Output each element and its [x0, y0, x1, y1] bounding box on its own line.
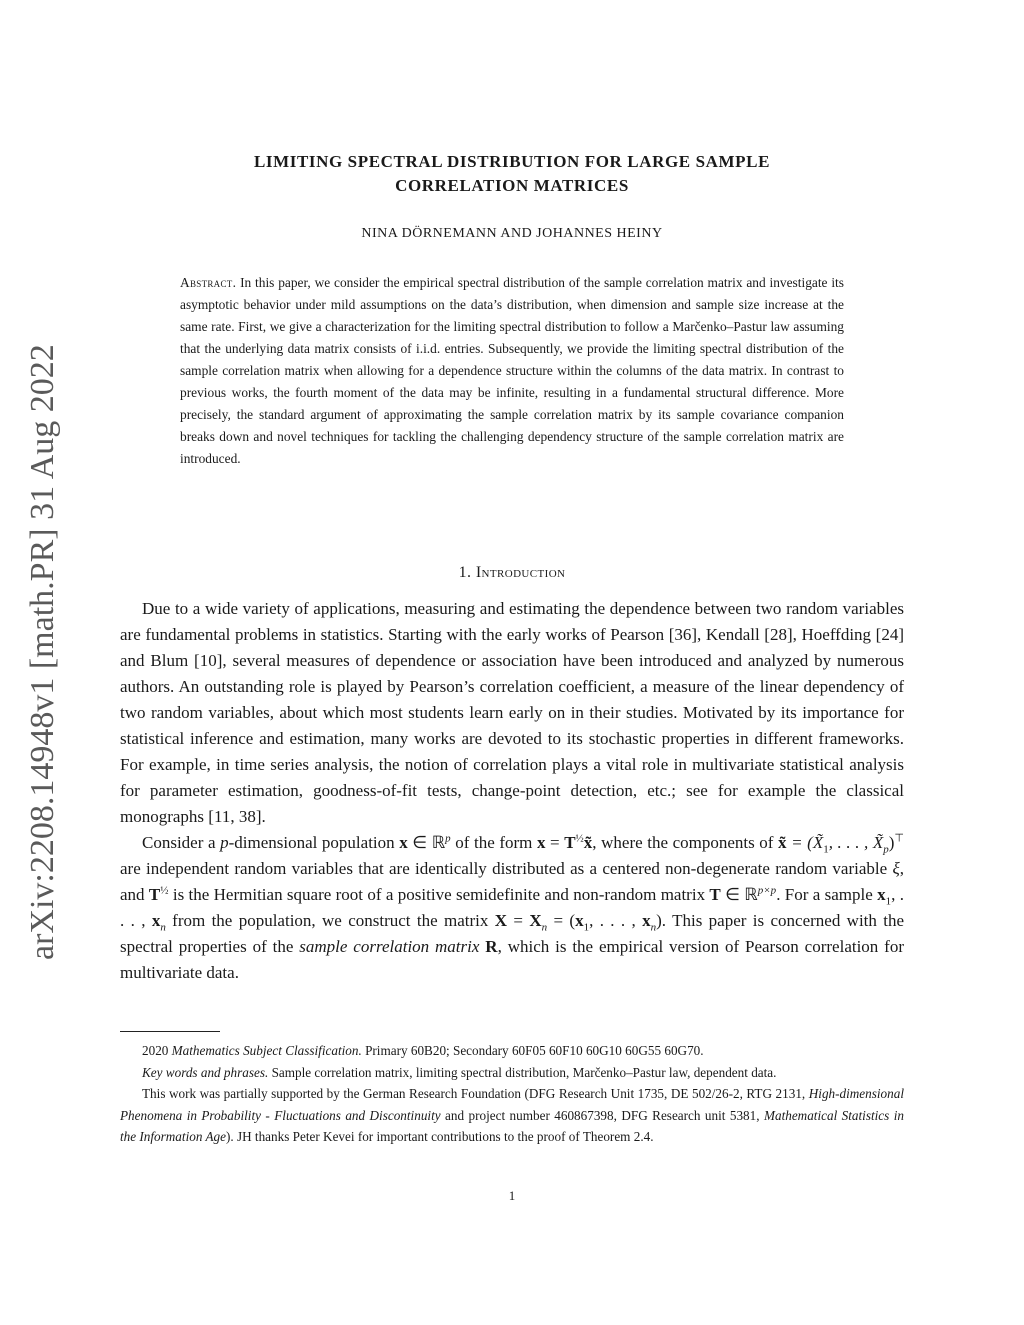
footnotes	[120, 1040, 904, 1148]
footnote-text: and project number 460867398, DFG Research unit 5381,	[440, 1107, 764, 1123]
math-sub: n	[160, 921, 166, 934]
footnote-rule	[120, 1031, 220, 1032]
math-bold: T	[709, 885, 721, 904]
text-run: from the population, we construct the matrix	[165, 911, 495, 930]
text-run: ∈ ℝ	[407, 833, 446, 852]
math-bold: x̃	[583, 833, 593, 852]
math-sub: 1	[885, 895, 892, 908]
math-sub: 1	[583, 921, 590, 934]
math-bold: x	[399, 833, 408, 852]
emphasis: sample correlation matrix	[299, 937, 480, 956]
math-bold: x	[575, 911, 584, 930]
text-run: . For a sample	[776, 885, 878, 904]
math-bold: x	[877, 885, 886, 904]
text-run: ). This paper is concerned with the spectral properties of the	[120, 911, 905, 956]
body-text	[120, 596, 904, 986]
section-number: 1.	[458, 564, 472, 581]
math-sub: n	[541, 921, 548, 934]
text-run: , and	[120, 859, 904, 904]
text-run: Consider a	[142, 833, 221, 852]
footnote-label: Mathematics Subject Classification.	[171, 1043, 362, 1058]
math-bold: x	[151, 911, 161, 930]
section-name: Introduction	[475, 564, 566, 581]
title-line-1: LIMITING SPECTRAL DISTRIBUTION FOR LARGE SAMPLE	[253, 152, 771, 171]
text-run: , which is the empirical version of Pearson correlation for multivariate data.	[120, 937, 905, 982]
text-run: =	[507, 911, 530, 930]
footnote-year: 2020	[142, 1043, 169, 1058]
footnote-text: Primary 60B20; Secondary 60F05 60F10 60G10 60G55 60G70.	[365, 1043, 704, 1058]
text-run: ∈ ℝ	[720, 885, 758, 904]
footnote-text: Sample correlation matrix, limiting spectral distribution, Marčenko–Pastur law, dependent data.	[271, 1064, 777, 1080]
title-line-2: CORRELATION MATRICES	[395, 176, 629, 195]
text-run: = (	[547, 911, 576, 930]
text-run: of the form	[450, 833, 537, 852]
paper-title	[120, 150, 904, 198]
math-bold: T	[564, 833, 576, 852]
footnote-emphasis: Mathematical Statistics in the Information Age	[120, 1107, 904, 1144]
text-run: -dimensional population	[228, 833, 400, 852]
text-run: , . . . ,	[589, 911, 643, 930]
math-sup: ½	[160, 884, 169, 897]
footnote-emphasis: High-dimensional Phenomena in Probability - Fluctuations and Discontinuity	[120, 1086, 904, 1123]
math-sub: n	[650, 921, 657, 934]
math-run: = (X̃	[786, 833, 824, 852]
text-run: =	[545, 833, 565, 852]
math-bold: x	[642, 911, 651, 930]
footnote-msc	[120, 1040, 904, 1062]
math-bold: x	[536, 833, 546, 852]
math-var: ξ	[892, 859, 900, 878]
author-list: NINA DÖRNEMANN AND JOHANNES HEINY	[361, 226, 663, 241]
text-run: )	[888, 833, 895, 852]
text-run: is the Hermitian square root of a positive semidefinite and non-random matrix	[168, 885, 710, 904]
math-sup: p	[445, 832, 451, 845]
footnote-keywords	[120, 1062, 904, 1084]
footnote-label: Key words and phrases.	[142, 1064, 269, 1080]
abstract	[180, 272, 844, 470]
math-sup: ½	[575, 832, 584, 845]
math-bold: T	[148, 885, 161, 904]
arxiv-identifier-stamp[interactable]: arXiv:2208.14948v1 [math.PR] 31 Aug 2022	[24, 344, 61, 960]
paragraph-2	[120, 830, 904, 986]
text-run: , where the components of	[592, 833, 779, 852]
math-sub: p	[883, 843, 889, 856]
math-run: , . . . , X̃	[828, 833, 884, 852]
text-run: are independent random variables that are identically distributed as a centered non-degenerate random variable	[120, 859, 893, 878]
math-sup: ⊤	[894, 832, 904, 845]
math-bold: R	[485, 937, 498, 956]
text-run: , . . . ,	[120, 885, 905, 930]
math-bold: x̃	[778, 833, 787, 852]
math-bold: X	[494, 911, 508, 930]
paragraph-1: Due to a wide variety of applications, measuring and estimating the dependence between two random variables are fundamental problems in statistics. Starting with the early works of Pearson [36], Kendall [28], Hoeffding [24] and Blum [10], several measures of dependence or association have been introduced and analyzed by numerous authors. An outstanding role is played by Pearson’s correlation coefficient, a measure of the linear dependency of two random variables, about which most students learn early on in their studies. Motivated by its importance for statistical inference and estimation, many works are devoted to its stochastic properties in different frameworks. For example, in time series analysis, the notion of correlation plays a vital role in multivariate statistical analysis for parameter estimation, goodness-of-fit tests, change-point detection, etc.; see for example the classical monographs [11, 38].	[120, 599, 904, 826]
page-number: 1	[508, 1188, 516, 1203]
section-heading	[120, 564, 904, 582]
math-sub: 1	[823, 843, 829, 856]
math-sup: p×p	[757, 884, 777, 897]
footnote-funding	[120, 1083, 904, 1148]
footnote-text: This work was partially supported by the German Research Foundation (DFG Research Unit 1735, DE 502/26-2, RTG 2131,	[142, 1086, 809, 1101]
footnote-text: ). JH thanks Peter Kevei for important contributions to the proof of Theorem 2.4.	[225, 1129, 654, 1144]
abstract-text: In this paper, we consider the empirical spectral distribution of the sample correlation matrix and investigate its asymptotic behavior under mild assumptions on the data’s distribution, when dimension and sample size increase at the same rate. First, we give a characterization for the limiting spectral distribution to follow a Marčenko–Pastur law assuming that the underlying data matrix consists of i.i.d. entries. Subsequently, we provide the limiting spectral distribution of the sample correlation matrix when allowing for a dependence structure within the columns of the data matrix. In contrast to previous works, the fourth moment of the data may be infinite, resulting in a fundamental structural difference. More precisely, the standard argument of approximating the sample correlation matrix by its sample covariance companion breaks down and novel techniques for tackling the challenging dependency structure of the sample correlation matrix are introduced.	[180, 275, 844, 466]
abstract-label: Abstract.	[180, 275, 237, 290]
math-bold: X	[529, 911, 542, 930]
math-var: p	[220, 833, 229, 852]
